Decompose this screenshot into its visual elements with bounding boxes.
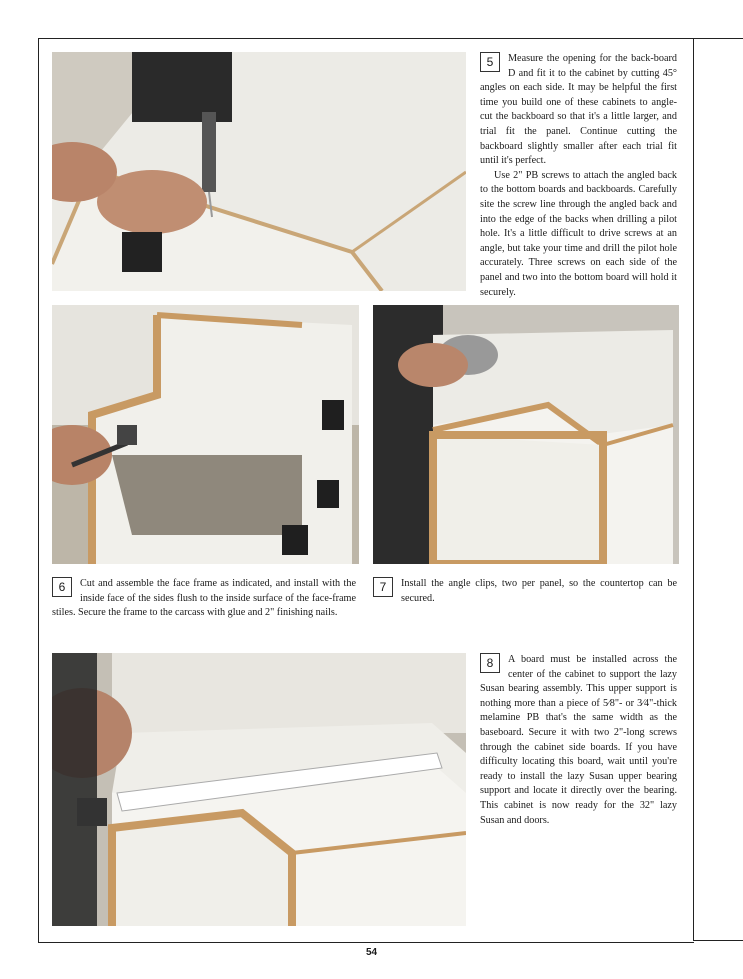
caption-step-5 (480, 52, 677, 300)
step-number-6: 6 (52, 577, 72, 597)
page-number: 54 (365, 947, 378, 958)
caption-step-6 (52, 577, 356, 621)
caption-step-7 (373, 577, 677, 606)
photo-step-6 (52, 305, 359, 564)
step-number-8: 8 (480, 653, 500, 673)
bottom-rule (693, 940, 743, 941)
step-8-paragraph-1: A board must be installed across the center of the cabinet to support the lazy Susan bearing assembly. This upper support is nothing more than a piece of 5⁄8"- or 3⁄4"-thick melamine PB that's the same width as the baseboard. Secure it with two 2"-long screws through the cabinet side boards. If you have difficulty locating this board, wait until you're ready to install the lazy Susan upper bearing support and locate it directly over the bearing. This cabinet is now ready for the 32" lazy Susan and doors. (480, 654, 677, 826)
top-rule (693, 38, 743, 39)
photo-step-5 (52, 52, 466, 291)
step-5-paragraph-1: Measure the opening for the back-board D and fit it to the cabinet by cutting 45° angles on each side. It may be helpful the first time you build one of these cabinets to angle-cut the backboard so that it's a little larger, and trial fit the panel. Continue cutting the backboard slightly smaller after each trial fit until it's perfect. (480, 53, 677, 167)
caption-step-8 (480, 653, 677, 828)
step-number-7: 7 (373, 577, 393, 597)
step-5-paragraph-2: Use 2" PB screws to attach the angled back to the bottom boards and backboards. Carefully site the screw line through the angled back and into the edge of the backs when drilling a pilot hole. It's a little difficult to drive screws at an angle, but take your time and drill the pilot hole accurately. Three screws on each side of the panel and two into the bottom board will hold it securely. (480, 169, 677, 298)
step-7-paragraph-1: Install the angle clips, two per panel, so the countertop can be secured. (401, 578, 677, 604)
column-rule (693, 38, 694, 941)
step-number-5: 5 (480, 52, 500, 72)
photo-step-8 (52, 653, 466, 926)
step-6-paragraph-1: Cut and assemble the face frame as indicated, and install with the inside face of the sides flush to the inside surface of the face-frame stiles. Secure the frame to the carcass with glue and 2" finishing nails. (52, 578, 356, 619)
photo-step-7 (373, 305, 679, 564)
